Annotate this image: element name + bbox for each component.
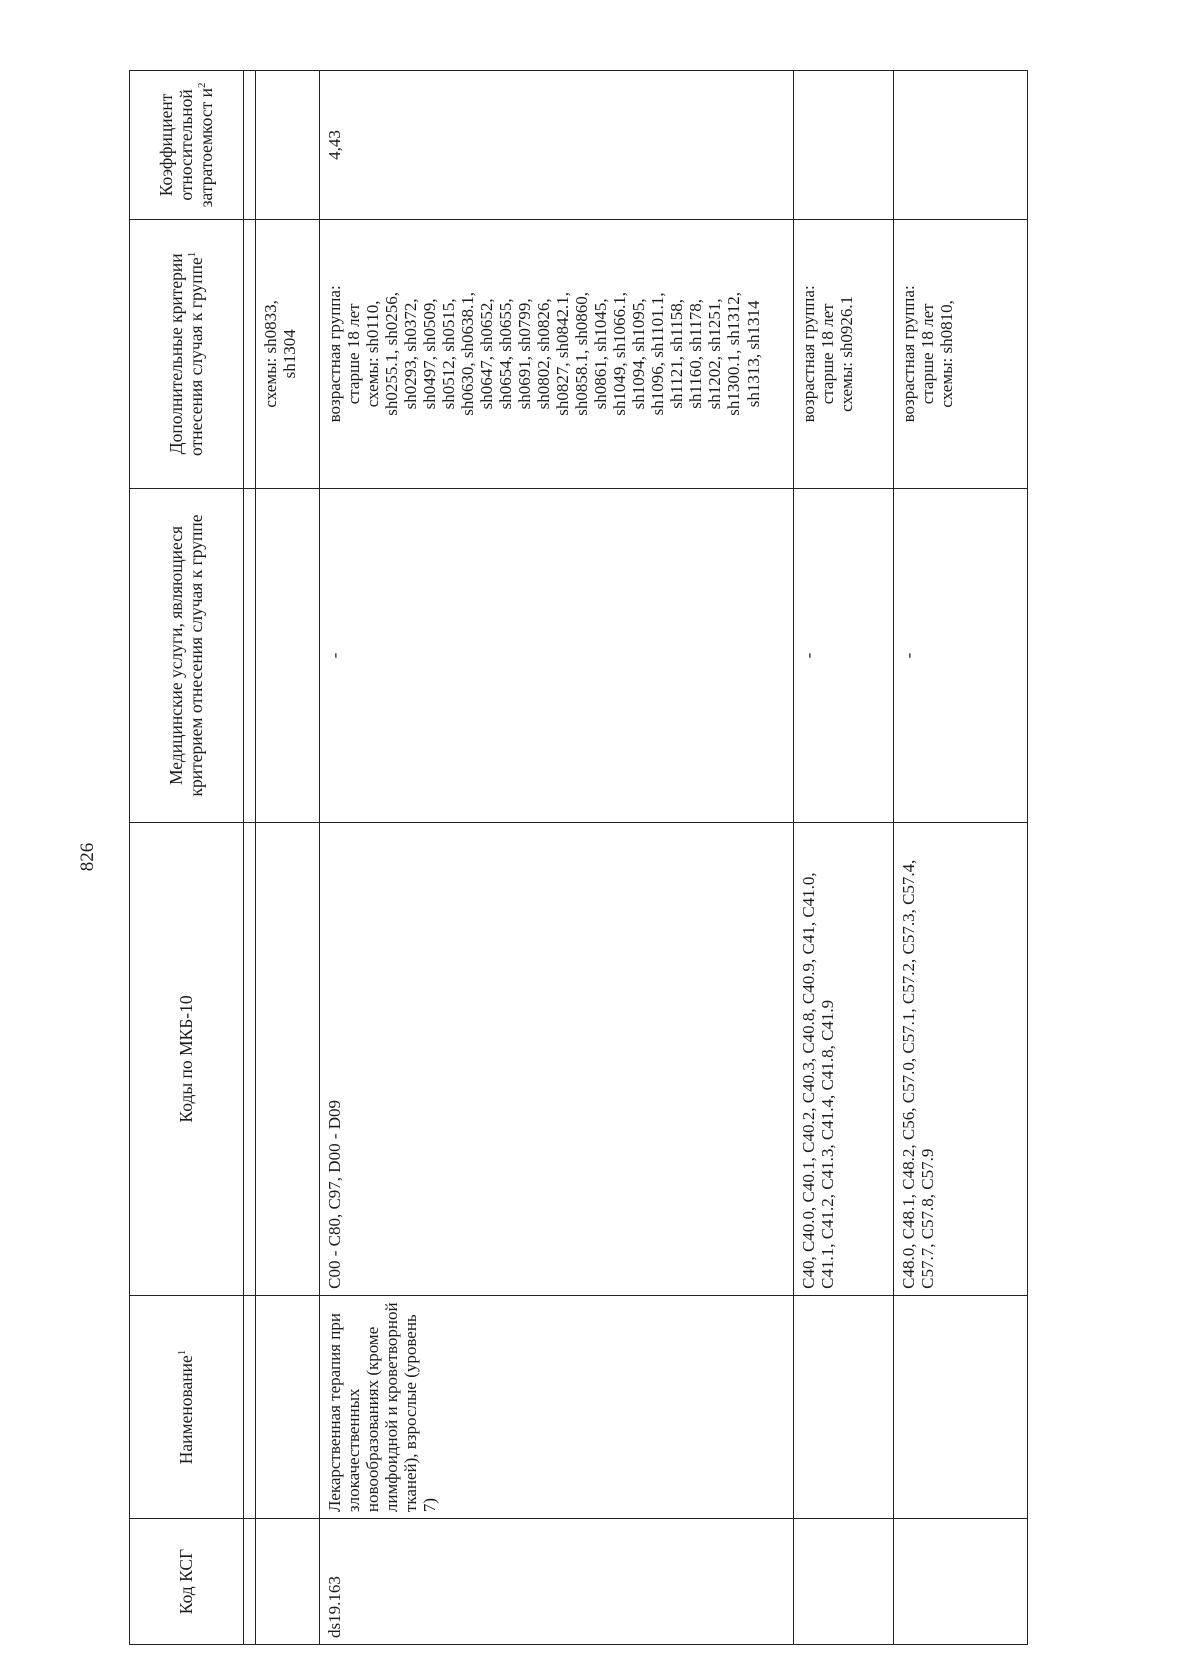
cell-services: - [894, 488, 1028, 822]
cell-name: Лекарственная терапия при злокачественных новообразованиях (кроме лимфоидной и кроветворной тканей), взрослые (уровень 7) [319, 1295, 793, 1518]
table-row-ds19-163 [319, 71, 793, 1645]
ksg-table [129, 70, 1028, 1645]
cell-criteria: возрастная группа: старше 18 лет схемы: sh0926.1 [793, 219, 893, 488]
table-row [894, 71, 1028, 1645]
cell-mkb: C48.0, C48.1, C48.2, C56, C57.0, C57.1, C57.2, C57.3, C57.4, C57.7, C57.8, C57.9 [894, 823, 1028, 1296]
cell-mkb: C00 - C80, C97, D00 - D09 [319, 823, 793, 1296]
table-row-continuation [255, 71, 319, 1645]
spacer-row [243, 71, 255, 1645]
cell-coef: 4,43 [319, 71, 793, 220]
page-number: 826 [77, 842, 98, 872]
header-name: Наименование$^1$ [130, 1295, 244, 1518]
rotated-table-container [129, 70, 1028, 1645]
cell-criteria: схемы: sh0833, sh1304 [255, 219, 319, 488]
cell-code: ds19.163 [319, 1519, 793, 1645]
cell-criteria: возрастная группа: старше 18 лет схемы: sh0110, sh0255.1, sh0256, sh0293, sh0372, sh0497, sh0509, sh0512, sh0515, sh0630, sh0638.1, sh0647, sh0652, sh0654, sh0655, sh0691, sh0799, sh0802, sh0826, sh0827, sh0842.1, sh0858.1, sh0860, sh0861, sh1045, sh1049, sh1066.1, sh1094, sh1095, sh1096, sh1101.1, sh1121, sh1158, sh1160, sh1178, sh1202, sh1251, sh1300.1, sh1312, sh1313, sh1314 [319, 219, 793, 488]
cell-services: - [793, 488, 893, 822]
table-header-row [130, 71, 244, 1645]
header-criteria: Дополнительные критерии отнесения случая к группе$^1$ [130, 219, 244, 488]
cell-mkb: C40, C40.0, C40.1, C40.2, C40.3, C40.8, C40.9, C41, C41.0, C41.1, C41.2, C41.3, C41.4, C41.8, C41.9 [793, 823, 893, 1296]
header-mkb: Коды по МКБ-10 [130, 823, 244, 1296]
header-services: Медицинские услуги, являющиеся критерием отнесения случая к группе [130, 488, 244, 822]
table-row [793, 71, 893, 1645]
header-coef: Коэффициент относительной затратоемкост $и^2$ [130, 71, 244, 220]
cell-criteria: возрастная группа: старше 18 лет схемы: sh0810, [894, 219, 1028, 488]
header-code: Код КСГ [130, 1519, 244, 1645]
cell-services: - [319, 488, 793, 822]
